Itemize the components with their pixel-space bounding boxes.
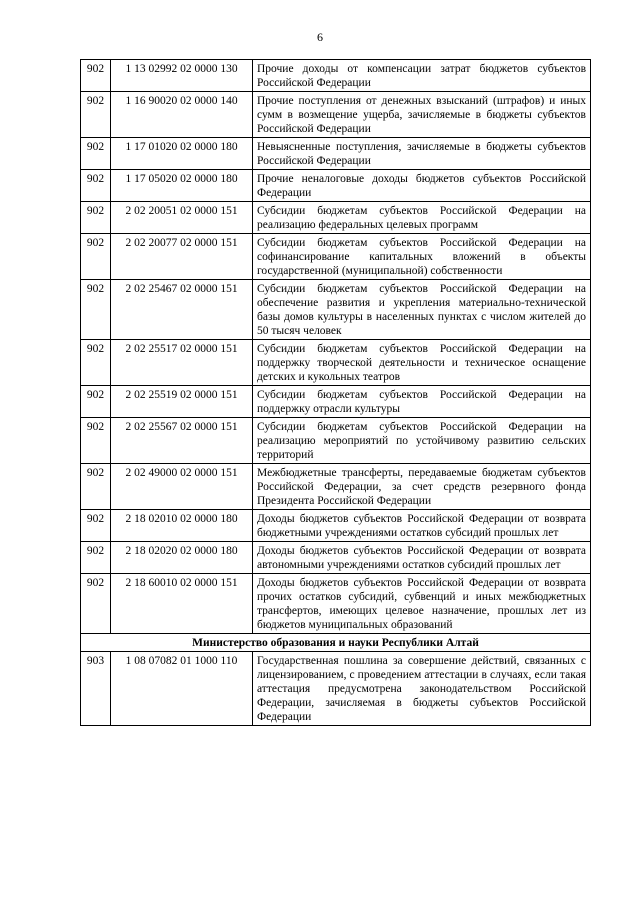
income-name-cell: Межбюджетные трансферты, передаваемые бюджетам субъектов Российской Федерации, за счет средств резервного фонда Президента Российской Федерации	[253, 464, 591, 510]
admin-code-cell: 902	[81, 170, 111, 202]
table-row	[81, 542, 591, 574]
income-name-cell: Прочие доходы от компенсации затрат бюджетов субъектов Российской Федерации	[253, 60, 591, 92]
table-row	[81, 280, 591, 340]
income-name-cell: Доходы бюджетов субъектов Российской Федерации от возврата прочих остатков субсидий, субвенций и иных межбюджетных трансфертов, имеющих целевое назначение, прошлых лет из бюджетов муниципальных образований	[253, 574, 591, 634]
income-name-cell: Субсидии бюджетам субъектов Российской Федерации на обеспечение развития и укрепления материально-технической базы домов культуры в населенных пунктах с числом жителей до 50 тысяч человек	[253, 280, 591, 340]
income-name-cell: Невыясненные поступления, зачисляемые в бюджеты субъектов Российской Федерации	[253, 138, 591, 170]
page-number: 6	[317, 30, 323, 44]
rows-before	[81, 60, 591, 634]
kbk-code-cell: 1 16 90020 02 0000 140	[111, 92, 253, 138]
admin-code-cell: 902	[81, 138, 111, 170]
revenue-codes-table	[80, 59, 591, 726]
income-name-cell: Доходы бюджетов субъектов Российской Федерации от возврата автономными учреждениями остатков субсидий прошлых лет	[253, 542, 591, 574]
table-row	[81, 386, 591, 418]
admin-code-cell: 902	[81, 510, 111, 542]
admin-code-cell: 902	[81, 464, 111, 510]
income-name-cell: Субсидии бюджетам субъектов Российской Федерации на софинансирование капитальных вложений в объекты государственной (муниципальной) собственности	[253, 234, 591, 280]
income-name-cell: Субсидии бюджетам субъектов Российской Федерации на реализацию мероприятий по устойчивому развитию сельских территорий	[253, 418, 591, 464]
kbk-code-cell: 2 02 25567 02 0000 151	[111, 418, 253, 464]
admin-code-cell: 902	[81, 340, 111, 386]
income-name-cell: Государственная пошлина за совершение действий, связанных с лицензированием, с проведением аттестации в случаях, если такая аттестация предусмотрена законодательством Российской Федерации, зачисляемая в бюджеты субъектов Российской Федерации	[253, 652, 591, 726]
admin-code-cell: 902	[81, 92, 111, 138]
kbk-code-cell: 2 02 25517 02 0000 151	[111, 340, 253, 386]
table-row	[81, 202, 591, 234]
table-row	[81, 138, 591, 170]
admin-code-cell: 902	[81, 386, 111, 418]
table-row	[81, 170, 591, 202]
table-row	[81, 418, 591, 464]
admin-code-cell: 902	[81, 574, 111, 634]
table-row	[81, 92, 591, 138]
income-name-cell: Доходы бюджетов субъектов Российской Федерации от возврата бюджетными учреждениями остатков субсидий прошлых лет	[253, 510, 591, 542]
kbk-code-cell: 2 02 20051 02 0000 151	[111, 202, 253, 234]
admin-code-cell: 903	[81, 652, 111, 726]
table-row	[81, 652, 591, 726]
section-row	[81, 634, 591, 652]
table-row	[81, 464, 591, 510]
admin-code-cell: 902	[81, 60, 111, 92]
kbk-code-cell: 2 02 49000 02 0000 151	[111, 464, 253, 510]
admin-code-cell: 902	[81, 280, 111, 340]
admin-code-cell: 902	[81, 542, 111, 574]
income-name-cell: Субсидии бюджетам субъектов Российской Федерации на поддержку творческой деятельности и техническое оснащение детских и кукольных театров	[253, 340, 591, 386]
section-title: Министерство образования и науки Республики Алтай	[81, 634, 591, 652]
table-row	[81, 340, 591, 386]
income-name-cell: Субсидии бюджетам субъектов Российской Федерации на поддержку отрасли культуры	[253, 386, 591, 418]
income-name-cell: Прочие неналоговые доходы бюджетов субъектов Российской Федерации	[253, 170, 591, 202]
kbk-code-cell: 2 18 60010 02 0000 151	[111, 574, 253, 634]
table-row	[81, 574, 591, 634]
admin-code-cell: 902	[81, 234, 111, 280]
kbk-code-cell: 2 02 25519 02 0000 151	[111, 386, 253, 418]
kbk-code-cell: 2 18 02020 02 0000 180	[111, 542, 253, 574]
income-name-cell: Субсидии бюджетам субъектов Российской Федерации на реализацию федеральных целевых программ	[253, 202, 591, 234]
kbk-code-cell: 2 02 20077 02 0000 151	[111, 234, 253, 280]
section-row-group	[81, 634, 591, 652]
admin-code-cell: 902	[81, 202, 111, 234]
kbk-code-cell: 2 02 25467 02 0000 151	[111, 280, 253, 340]
admin-code-cell: 902	[81, 418, 111, 464]
kbk-code-cell: 1 17 05020 02 0000 180	[111, 170, 253, 202]
table-row	[81, 60, 591, 92]
income-name-cell: Прочие поступления от денежных взысканий (штрафов) и иных сумм в возмещение ущерба, зачисляемые в бюджеты субъектов Российской Федерации	[253, 92, 591, 138]
kbk-code-cell: 1 08 07082 01 1000 110	[111, 652, 253, 726]
kbk-code-cell: 2 18 02010 02 0000 180	[111, 510, 253, 542]
table-row	[81, 510, 591, 542]
table-row	[81, 234, 591, 280]
rows-after	[81, 652, 591, 726]
kbk-code-cell: 1 17 01020 02 0000 180	[111, 138, 253, 170]
kbk-code-cell: 1 13 02992 02 0000 130	[111, 60, 253, 92]
